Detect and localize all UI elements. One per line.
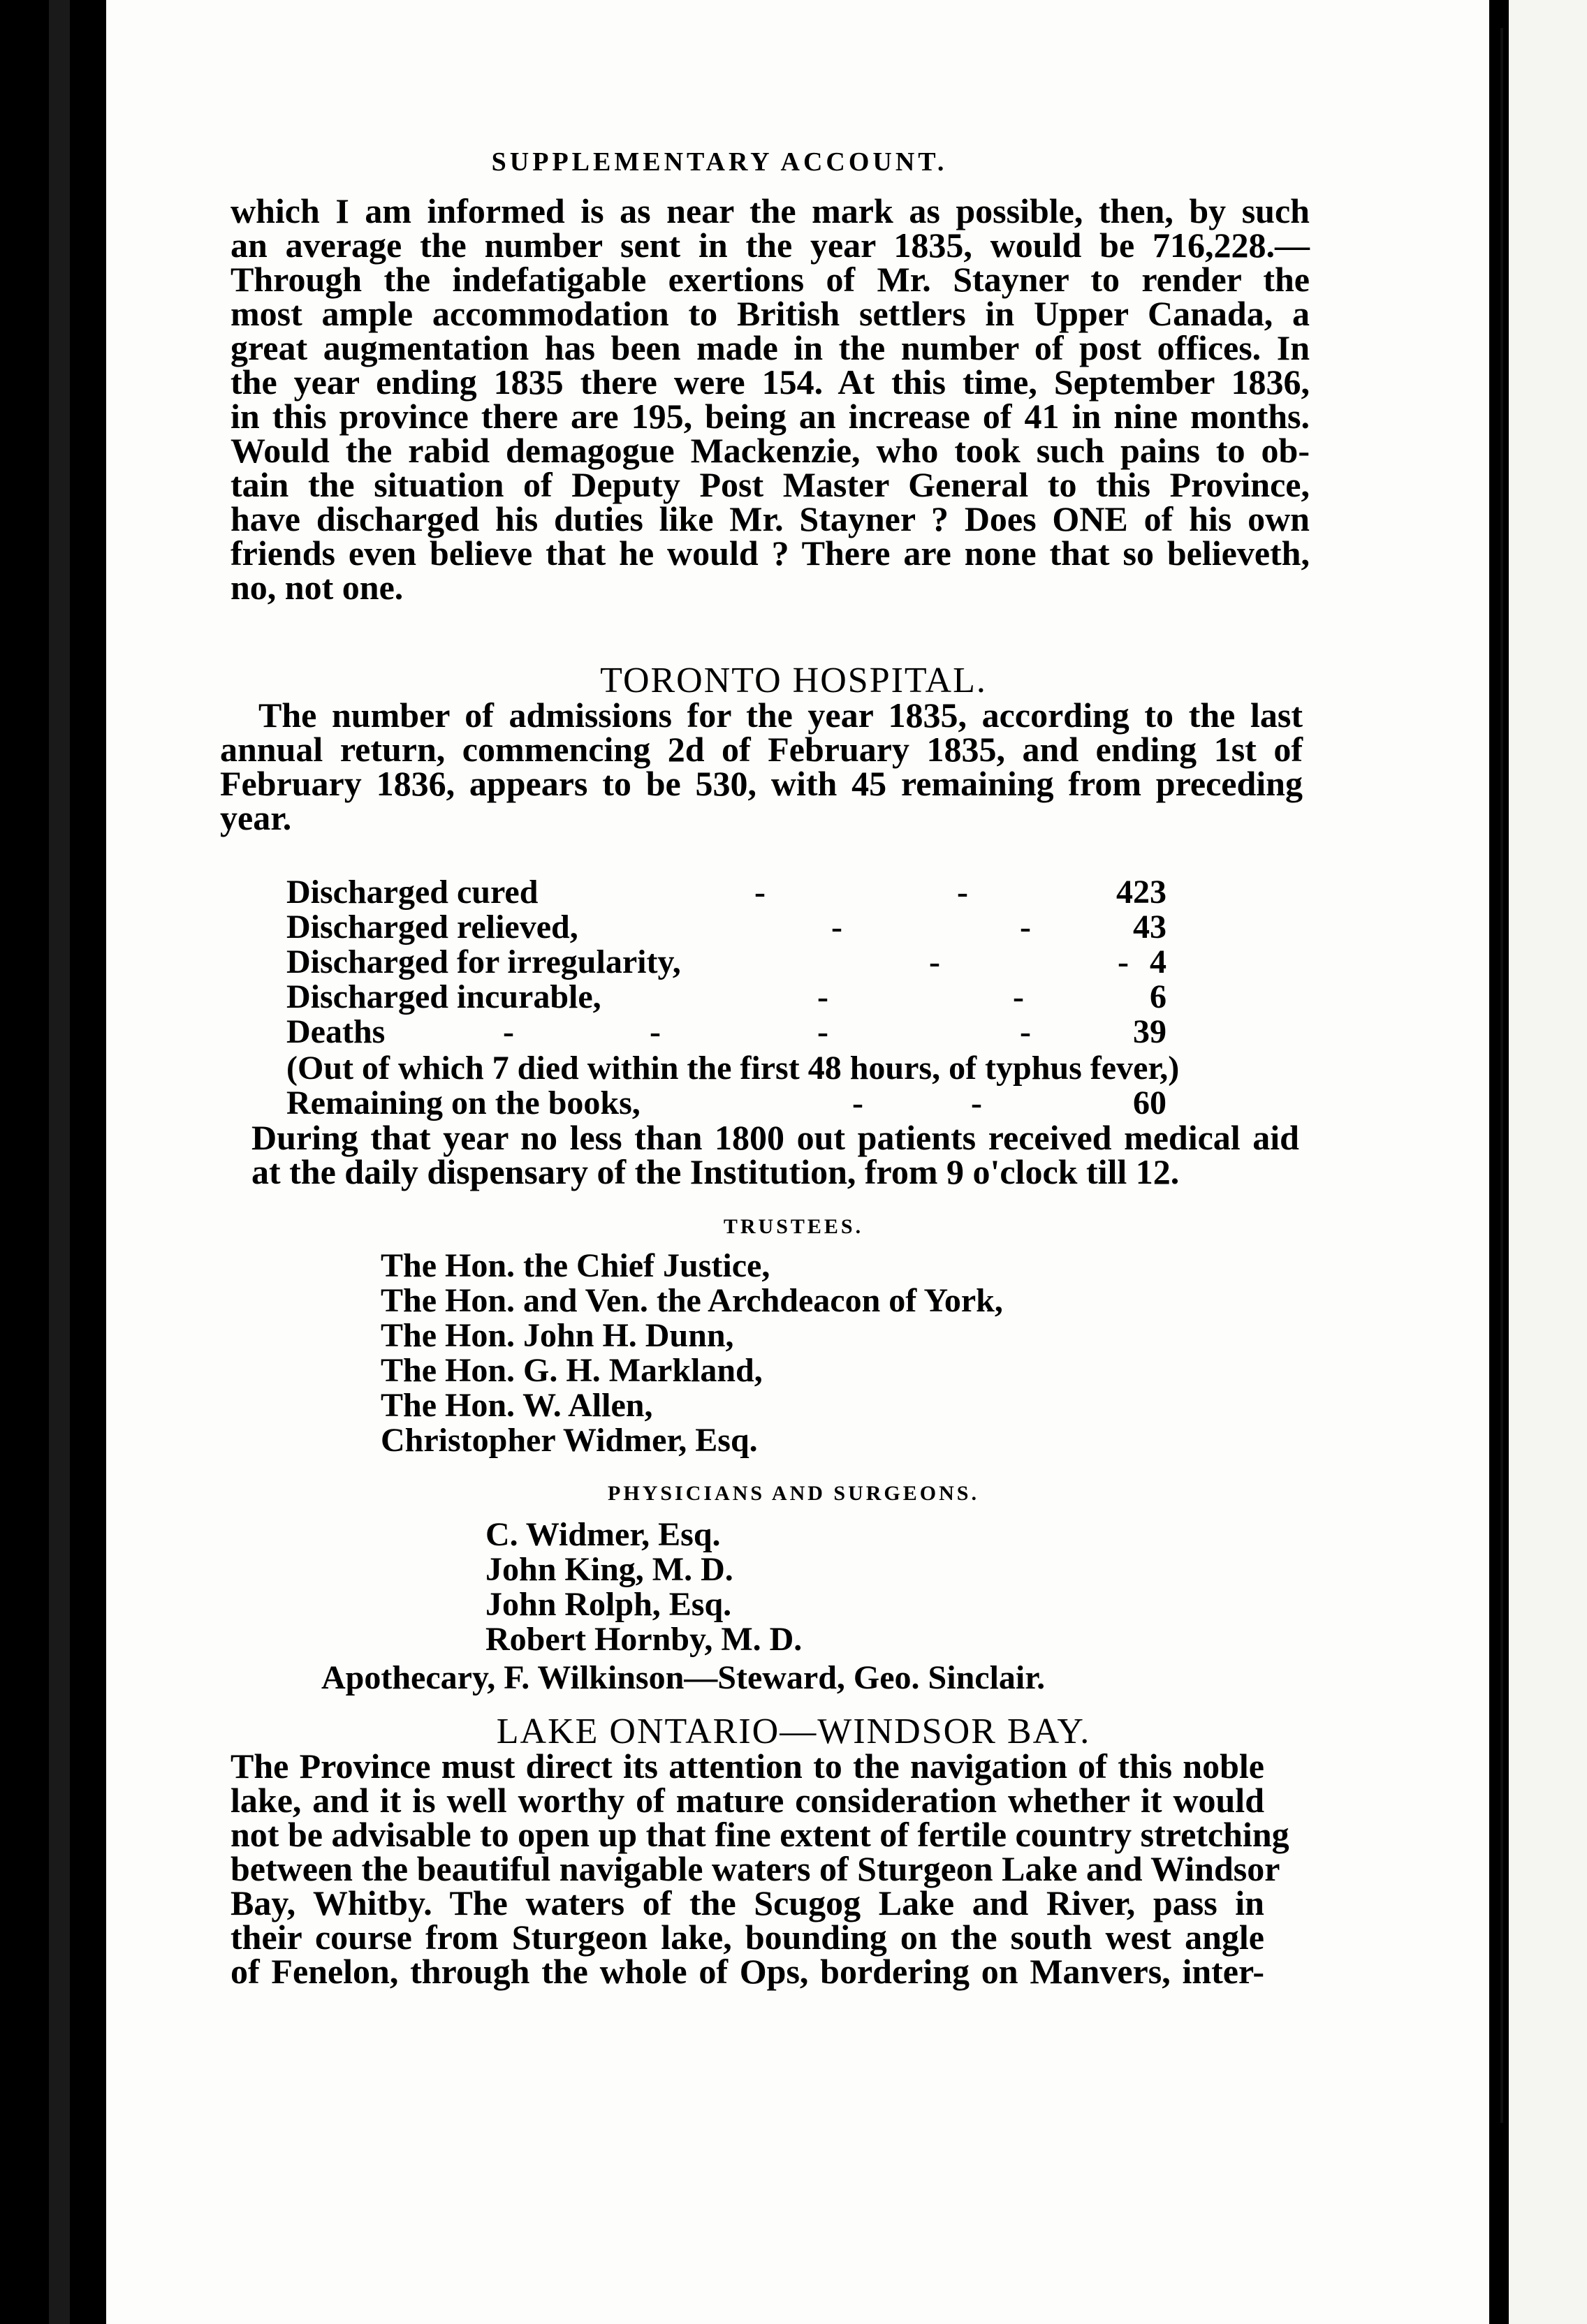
leader-dash: - (817, 978, 828, 1015)
physician-name: John King, M. D. (485, 1551, 733, 1588)
outpatients-paragraph (251, 1118, 1299, 1191)
running-head: SUPPLEMENTARY ACCOUNT. (491, 147, 948, 177)
text-line: annual return, commencing 2d of February 1835, and ending 1st of (220, 730, 1303, 769)
text-line: between the beautiful navigable waters of Sturgeon Lake and Windsor (231, 1849, 1280, 1888)
text-line: lake, and it is well worthy of mature consideration whether it would (231, 1781, 1264, 1820)
leader-dash: - (817, 1013, 828, 1050)
stat-value: 4 (1150, 943, 1167, 980)
stat-row (286, 978, 1236, 1013)
trustees-heading: TRUSTEES. (723, 1215, 864, 1238)
stat-value: 6 (1150, 978, 1167, 1015)
trustee-name: Christopher Widmer, Esq. (381, 1422, 758, 1459)
text-line: in this province there are 195, being an increase of 41 in nine months. (231, 397, 1310, 436)
stat-row (286, 873, 1236, 911)
text-line: of Fenelon, through the whole of Ops, bordering on Manvers, inter- (231, 1952, 1264, 1991)
leader-dash: - (754, 874, 766, 911)
leader-dash: - (1020, 909, 1031, 946)
text-line: have discharged his duties like Mr. Stayner ? Does ONE of his own (231, 499, 1310, 538)
page-shadow (49, 0, 70, 2324)
text-line: friends even believe that he would ? There are none that so believeth, (231, 534, 1310, 573)
stat-row (286, 943, 1236, 978)
text-line: The number of admissions for the year 1835, according to the last (258, 696, 1303, 735)
stat-value: 423 (1116, 874, 1167, 911)
text-line: the year ending 1835 there were 154. At this time, September 1836, (231, 362, 1310, 402)
physician-name: John Rolph, Esq. (485, 1586, 732, 1623)
text-line: their course from Sturgeon lake, bounding on the south west angle (231, 1918, 1264, 1957)
stat-label: Discharged incurable, (286, 978, 601, 1015)
stat-label: Remaining on the books, (286, 1084, 641, 1121)
text-line: During that year no less than 1800 out patients received medical aid (251, 1118, 1299, 1157)
leader-dash: - (929, 943, 940, 980)
leader-dash: - (1118, 943, 1129, 980)
physician-name: C. Widmer, Esq. (485, 1516, 721, 1553)
typhus-note: (Out of which 7 died within the first 48 hours, of typhus fever,) (286, 1050, 1180, 1087)
section-heading-lake-ontario: LAKE ONTARIO—WINDSOR BAY. (496, 1712, 1091, 1751)
section-heading-toronto-hospital: TORONTO HOSPITAL. (600, 661, 987, 700)
text-line: year. (220, 798, 292, 837)
trustee-name: The Hon. G. H. Markland, (381, 1352, 763, 1389)
stat-row-remaining (286, 1084, 1236, 1119)
intro-paragraph (231, 191, 1310, 607)
text-line: most ample accommodation to British settlers in Upper Canada, a (231, 294, 1310, 333)
stat-value: 43 (1133, 909, 1167, 946)
text-line: February 1836, appears to be 530, with 45 remaining from preceding (220, 764, 1303, 803)
leader-dash: - (971, 1084, 982, 1121)
trustee-name: The Hon. W. Allen, (381, 1387, 653, 1424)
leader-dash: - (831, 909, 842, 946)
stat-value: 60 (1133, 1084, 1167, 1121)
text-line: The Province must direct its attention to the navigation of this noble (231, 1746, 1264, 1786)
text-line: at the daily dispensary of the Institution, from 9 o'clock till 12. (251, 1152, 1180, 1191)
text-line: Would the rabid demagogue Mackenzie, who took such pains to ob- (231, 431, 1310, 470)
page-gutter-line (1500, 28, 1503, 2123)
text-line: an average the number sent in the year 1835, would be 716,228.— (231, 226, 1310, 265)
text-line: no, not one. (231, 568, 404, 607)
adjacent-page (1509, 0, 1587, 2324)
lake-paragraph (231, 1746, 1289, 1991)
trustee-name: The Hon. and Ven. the Archdeacon of York, (381, 1282, 1003, 1319)
stat-label: Discharged for irregularity, (286, 943, 681, 980)
text-line: which I am informed is as near the mark as possible, then, by such (231, 191, 1310, 230)
stat-label: Deaths (286, 1013, 386, 1050)
stat-row (286, 1013, 1236, 1050)
leader-dash: - (503, 1013, 514, 1050)
apothecary-steward-line: Apothecary, F. Wilkinson—Steward, Geo. Sinclair. (321, 1659, 1046, 1696)
text-line: tain the situation of Deputy Post Master General to this Province, (231, 465, 1310, 504)
physician-name: Robert Hornby, M. D. (485, 1621, 803, 1658)
leader-dash: - (650, 1013, 661, 1050)
stat-label: Discharged cured (286, 874, 539, 911)
stat-row (286, 908, 1236, 946)
physicians-heading: PHYSICIANS AND SURGEONS. (608, 1482, 979, 1505)
hospital-intro-paragraph (220, 698, 1303, 835)
text-line: Bay, Whitby. The waters of the Scugog Lake and River, pass in (231, 1883, 1264, 1922)
trustee-name: The Hon. the Chief Justice, (381, 1247, 770, 1284)
text-line: not be advisable to open up that fine extent of fertile country stretching (231, 1815, 1289, 1854)
stat-value: 39 (1133, 1013, 1167, 1050)
leader-dash: - (957, 874, 968, 911)
leader-dash: - (852, 1084, 863, 1121)
text-line: Through the indefatigable exertions of Mr. Stayner to render the (231, 260, 1310, 299)
stat-label: Discharged relieved, (286, 909, 578, 946)
text-line: great augmentation has been made in the number of post offices. In (231, 328, 1310, 367)
trustee-name: The Hon. John H. Dunn, (381, 1317, 734, 1354)
leader-dash: - (1013, 978, 1024, 1015)
leader-dash: - (1020, 1013, 1031, 1050)
